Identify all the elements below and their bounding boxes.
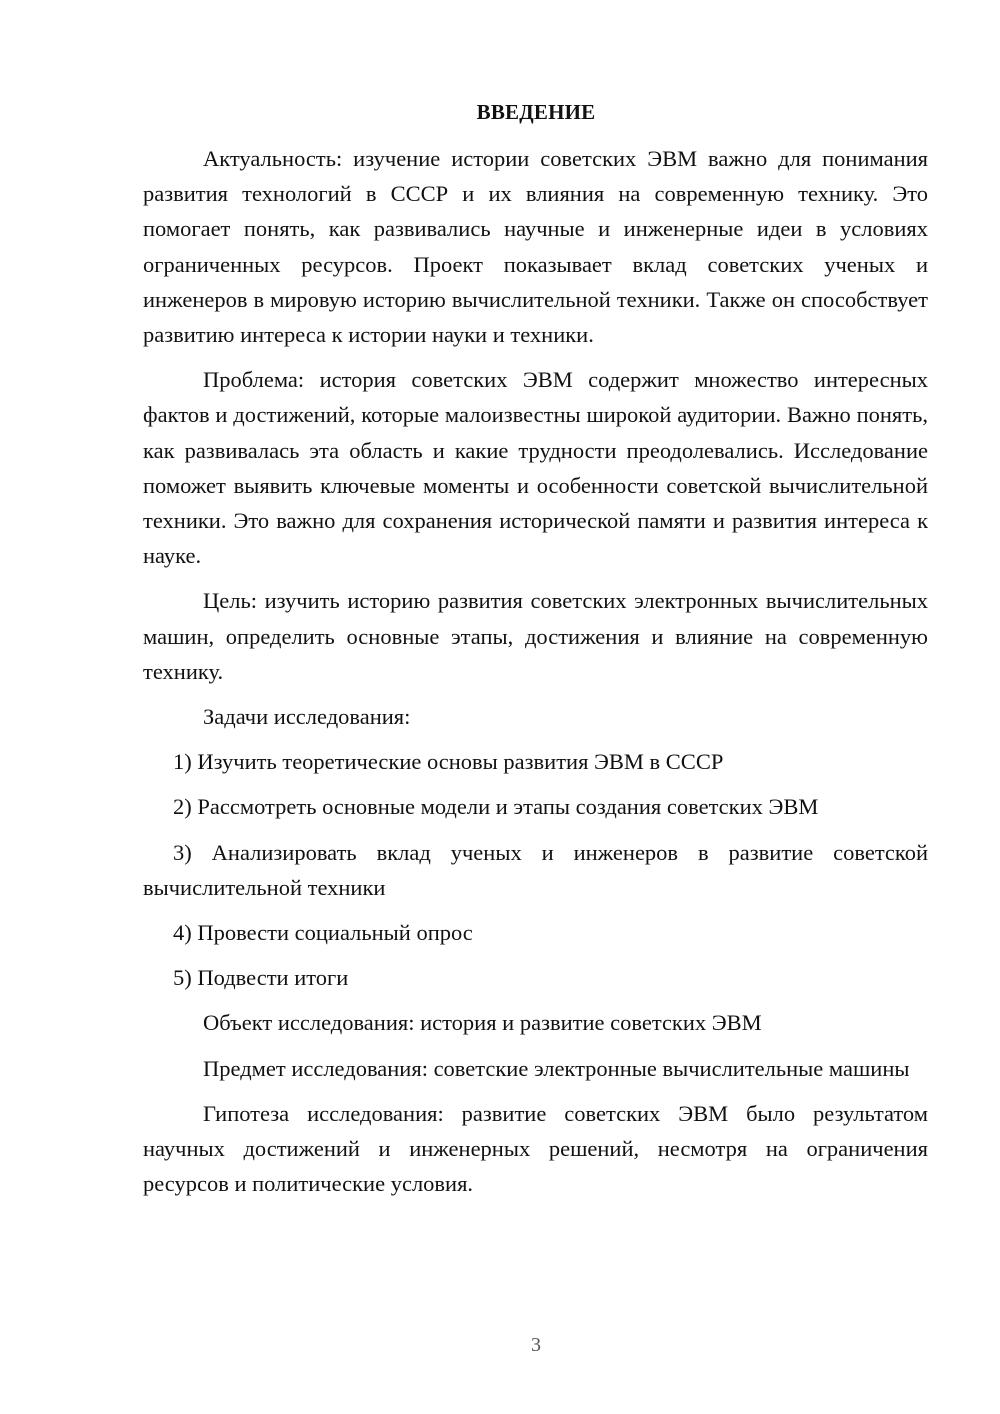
paragraph-problem: Проблема: история советских ЭВМ содержит множество интересных фактов и достижений, которые малоизвестны широкой аудитории. Важно понять, как развивалась эта область и какие трудности преодолевались. Исследование поможет выявить ключевые моменты и особенности советской вычислительной техники. Это важно для сохранения исторической памяти и развития интереса к науке. bbox=[143, 367, 928, 569]
paragraph-relevance: Актуальность: изучение истории советских ЭВМ важно для понимания развития технологий в СССР и их влияния на современную технику. Это помогает понять, как развивались научные и инженерные идеи в условиях ограниченных ресурсов. Проект показывает вклад советских ученых и инженеров в мировую историю вычислительной техники. Также он способствует развитию интереса к истории науки и техники. bbox=[143, 146, 928, 348]
page-number: 3 bbox=[531, 1334, 541, 1356]
paragraph-tasks-heading: Задачи исследования: bbox=[203, 704, 411, 730]
task-item-1: 1) Изучить теоретические основы развития ЭВМ в СССР bbox=[173, 749, 724, 775]
paragraph-subject: Предмет исследования: советские электронные вычислительные машины bbox=[203, 1055, 910, 1081]
task-item-4: 4) Провести социальный опрос bbox=[173, 920, 473, 946]
paragraph-hypothesis: Гипотеза исследования: развитие советских ЭВМ было результатом научных достижений и инженерных решений, несмотря на ограничения ресурсов и политические условия. bbox=[143, 1100, 928, 1197]
body-text bbox=[143, 141, 928, 1211]
paragraph-goal: Цель: изучить историю развития советских электронных вычислительных машин, определить основные этапы, достижения и влияние на современную технику. bbox=[143, 588, 928, 684]
task-item-2: 2) Рассмотреть основные модели и этапы создания советских ЭВМ bbox=[173, 794, 819, 820]
task-item-3: 3) Анализировать вклад ученых и инженеров в развитие советской вычислительной техники bbox=[143, 839, 928, 900]
paragraph-object: Объект исследования: история и развитие советских ЭВМ bbox=[203, 1010, 762, 1036]
task-item-5: 5) Подвести итоги bbox=[173, 965, 349, 991]
section-heading: ВВЕДЕНИЕ bbox=[476, 100, 596, 124]
